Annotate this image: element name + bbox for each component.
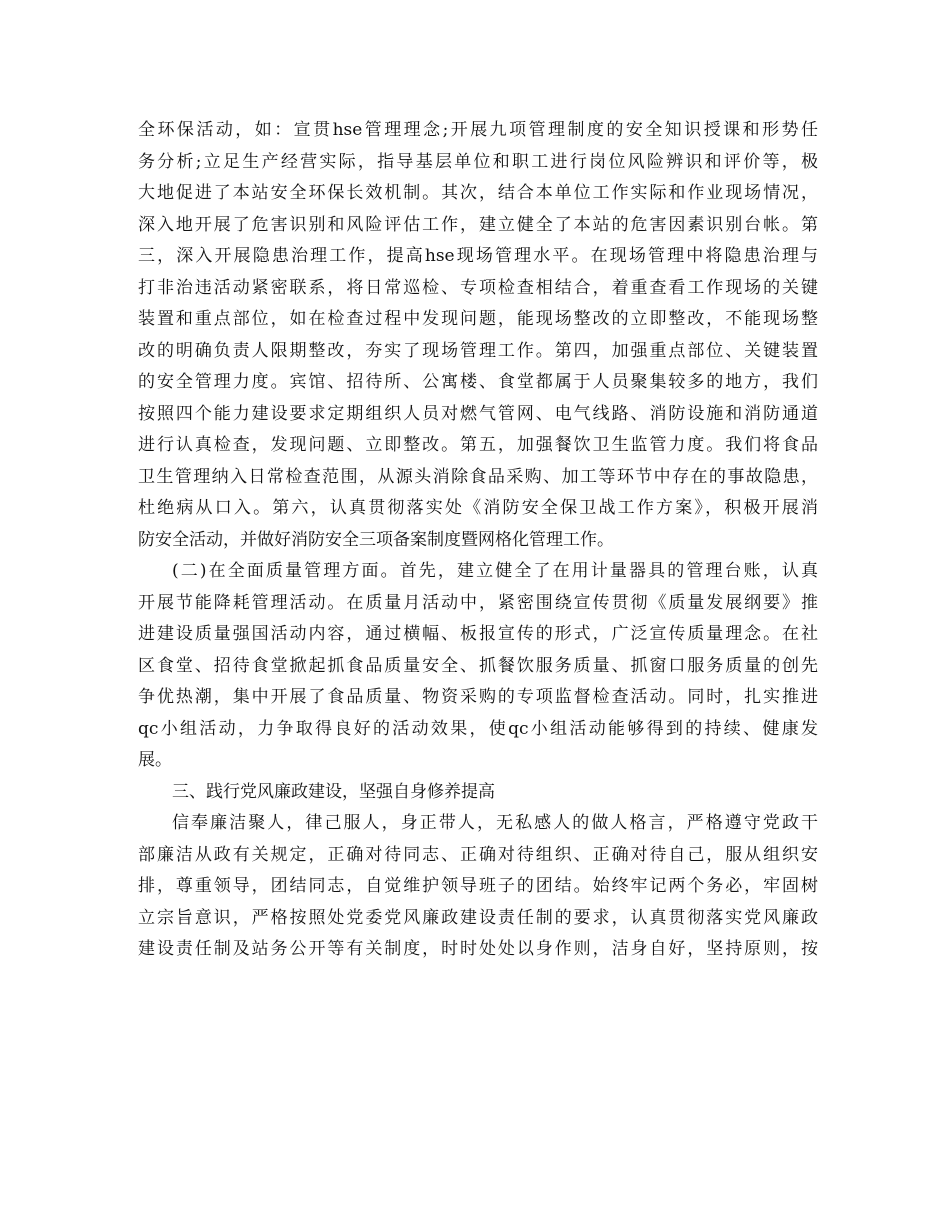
text-line: 改的明确负责人限期整改，夯实了现场管理工作。第四，加强重点部位、关键装置	[138, 340, 818, 361]
text-line: 建设责任制及站务公开等有关制度，时时处处以身作则，洁身自好，坚持原则，按	[138, 939, 818, 959]
text-line: 三，深入开展隐患治理工作，提高hse现场管理水平。在现场管理中将隐患治理与	[138, 246, 818, 266]
text-line: qc小组活动，力争取得良好的活动效果，使qc小组活动能够得到的持续、健康发	[138, 718, 818, 739]
text-line: 争优热潮，集中开展了食品质量、物资采购的专项监督检查活动。同时，扎实推进	[138, 687, 818, 707]
text-line: 的安全管理力度。宾馆、招待所、公寓楼、食堂都属于人员聚集较多的地方，我们	[138, 372, 818, 392]
text-line: 排，尊重领导，团结同志，自觉维护领导班子的团结。始终牢记两个务必，牢固树	[138, 876, 818, 896]
text-line: 进建设质量强国活动内容，通过横幅、板报宣传的形式，广泛宣传质量理念。在社	[138, 624, 818, 644]
text-line: 立宗旨意识，严格按照处党委党风廉政建设责任制的要求，认真贯彻落实党风廉政	[138, 907, 818, 928]
text-line: 区食堂、招待食堂掀起抓食品质量安全、抓餐饮服务质量、抓窗口服务质量的创先	[138, 655, 818, 676]
text-line: 按照四个能力建设要求定期组织人员对燃气管网、电气线路、消防设施和消防通道	[138, 403, 818, 424]
text-line: 卫生管理纳入日常检查范围，从源头消除食品采购、加工等环节中存在的事故隐患，	[138, 466, 818, 487]
text-line: 深入地开展了危害识别和风险评估工作，建立健全了本站的危害因素识别台帐。第	[138, 214, 818, 235]
text-line: 进行认真检查，发现问题、立即整改。第五，加强餐饮卫生监管力度。我们将食品	[138, 435, 818, 455]
text-line: 杜绝病从口入。第六，认真贯彻落实处《消防安全保卫战工作方案》，积极开展消	[138, 498, 818, 518]
text-line: 部廉洁从政有关规定，正确对待同志、正确对待组织、正确对待自己，服从组织安	[138, 844, 818, 865]
text-line: 信奉廉洁聚人，律己服人，身正带人，无私感人的做人格言，严格遵守党政干	[172, 813, 818, 833]
text-line: 防安全活动，并做好消防安全三项备案制度暨网格化管理工作。	[138, 529, 614, 550]
text-line: 务分析;立足生产经营实际，指导基层单位和职工进行岗位风险辨识和评价等，极	[138, 151, 818, 172]
text-line: 展。	[138, 750, 172, 770]
document-body	[138, 115, 818, 966]
text-line: 装置和重点部位，如在检查过程中发现问题，能现场整改的立即整改，不能现场整	[138, 309, 818, 329]
text-line: 全环保活动，如：宣贯hse管理理念;开展九项管理制度的安全知识授课和形势任	[138, 120, 818, 140]
text-line: 打非治违活动紧密联系，将日常巡检、专项检查相结合，着重查看工作现场的关键	[138, 277, 818, 298]
text-line: 开展节能降耗管理活动。在质量月活动中，紧密围绕宣传贯彻《质量发展纲要》推	[138, 592, 818, 613]
text-line: (二)在全面质量管理方面。首先，建立健全了在用计量器具的管理台账，认真	[172, 561, 818, 581]
section-heading: 三、践行党风廉政建设，坚强自身修养提高	[172, 781, 495, 802]
text-line: 大地促进了本站安全环保长效机制。其次，结合本单位工作实际和作业现场情况，	[138, 183, 818, 203]
